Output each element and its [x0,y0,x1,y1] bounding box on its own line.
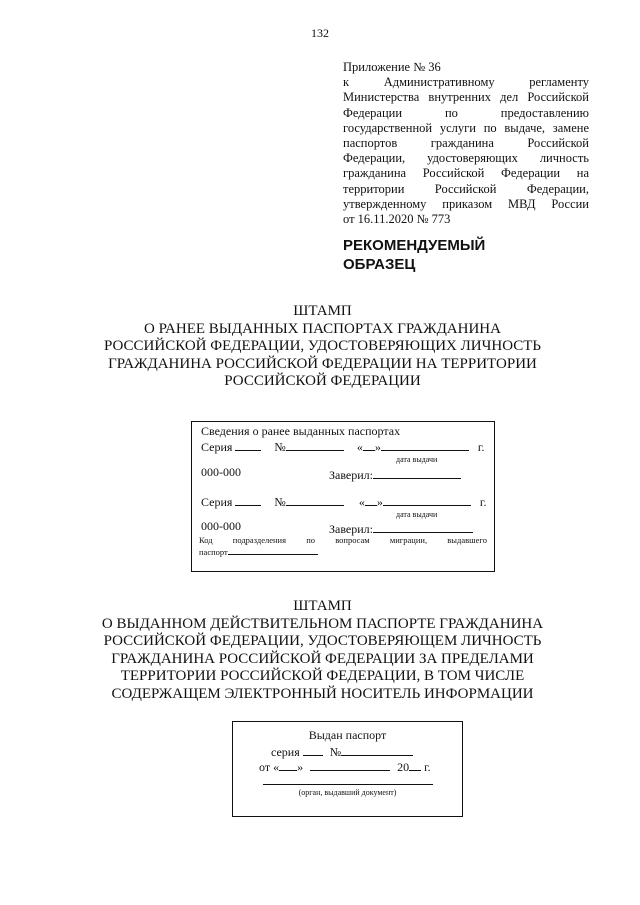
appendix-line: Приложение № 36 [343,60,441,74]
passport-entry-2 [201,494,486,509]
appendix-line: Федерации по предоставлению [343,105,589,120]
series-blank [235,494,261,506]
number-label: № [274,440,286,454]
heading-line: ТЕРРИТОРИИ РОССИЙСКОЙ ФЕДЕРАЦИИ, В ТОМ ЧИСЛЕ [120,668,525,684]
certified-label: Заверил: [329,468,374,482]
certified-field [329,521,473,536]
issue-date-row [259,759,431,774]
year-blank [409,759,421,771]
quote-close: » [376,495,383,509]
quote-close: » [297,760,304,774]
footer-last-line [199,546,318,557]
passport-entry-1 [201,439,484,454]
appendix-line: Министерства внутренних дел Российской [343,90,589,105]
series-label: серия [271,745,300,759]
stamp-previous-passports-heading [60,303,585,391]
recommended-sample-mark [343,236,485,274]
day-blank [363,439,375,451]
quote-open: « [358,495,365,509]
appendix-line: от 16.11.2020 № 773 [343,212,451,227]
heading-line: РОССИЙСКОЙ ФЕДЕРАЦИИ [224,373,421,389]
signature-blank [373,521,473,533]
footer-word: вопросам [335,535,370,545]
page-number: 132 [311,26,329,40]
stamp-title: Выдан паспорт [308,728,387,742]
day-blank [365,494,377,506]
series-label: Серия [201,440,233,454]
appendix-line: территории Российской Федерации, [343,181,589,196]
heading-line: СОДЕРЖАЩЕМ ЭЛЕКТРОННЫЙ НОСИТЕЛЬ ИНФОРМАЦИИ [111,685,534,702]
sample-mark-line: ОБРАЗЕЦ [343,256,416,273]
footer-word: миграции, [389,535,428,545]
certified-field [329,467,461,482]
heading-line: О РАНЕЕ ВЫДАННЫХ ПАСПОРТАХ ГРАЖДАНИНА [144,320,501,337]
appendix-line: паспортов гражданина Российской [343,136,589,151]
stamp-title: Сведения о ранее выданных паспортах [201,424,401,438]
migration-division-footer [199,535,487,545]
from-label: от « [259,760,280,774]
previous-passports-stamp [191,421,495,572]
number-blank [286,494,344,506]
series-number-row [271,744,413,759]
issue-date-caption: дата выдачи [396,455,438,464]
year-suffix: г. [477,440,485,454]
footer-word: подразделения [232,535,286,545]
appendix-reference [343,60,589,227]
number-blank [341,744,413,756]
issued-passport-stamp [232,721,463,817]
issue-date-caption: дата выдачи [396,510,438,519]
number-blank [286,439,344,451]
year-suffix: г. [424,760,431,774]
division-code-value: 000-000 [201,465,241,479]
heading-line: ШТАМП [293,303,352,319]
appendix-line: государственной услуги по выдаче, замене [343,120,589,135]
series-blank [235,439,261,451]
certified-label: Заверил: [329,522,374,536]
number-label: № [274,495,286,509]
authority-caption: (орган, выдавший документ) [298,788,397,797]
heading-line: РОССИЙСКОЙ ФЕДЕРАЦИИ, УДОСТОВЕРЯЮЩЕМ ЛИЧНОСТЬ [103,633,542,649]
footer-word: паспорт [199,547,228,557]
footer-word: по [306,535,315,545]
footer-word: Код [199,535,213,545]
issue-date-blank [381,439,469,451]
day-blank [279,759,297,771]
series-label: Серия [201,495,233,509]
quote-close: » [374,440,381,454]
signature-blank [373,467,461,479]
appendix-line: утвержденному приказом МВД России [343,196,589,211]
quote-open: « [356,440,363,454]
appendix-line: Федерации, удостоверяющих личность [343,151,589,166]
division-code-value: 000-000 [201,519,241,533]
number-label: № [329,745,342,759]
authority-line [263,784,433,785]
stamp-issued-passport-heading [60,598,585,703]
sample-mark-line: РЕКОМЕНДУЕМЫЙ [343,237,486,254]
month-blank [310,759,390,771]
heading-line: О ВЫДАННОМ ДЕЙСТВИТЕЛЬНОМ ПАСПОРТЕ ГРАЖДАНИНА [101,615,544,632]
series-blank [303,744,323,756]
heading-line: РОССИЙСКОЙ ФЕДЕРАЦИИ, УДОСТОВЕРЯЮЩИХ ЛИЧНОСТЬ [104,338,541,354]
year-prefix: 20 [397,760,410,774]
heading-line: ГРАЖДАНИНА РОССИЙСКОЙ ФЕДЕРАЦИИ ЗА ПРЕДЕЛАМИ [111,650,534,667]
footer-blank [228,546,318,555]
heading-line: ГРАЖДАНИНА РОССИЙСКОЙ ФЕДЕРАЦИИ НА ТЕРРИТОРИИ [108,355,537,372]
heading-line: ШТАМП [293,598,352,614]
appendix-line: к Административному регламенту [343,75,589,90]
footer-word: выдавшего [447,535,487,545]
year-suffix: г. [479,495,487,509]
issue-date-blank [383,494,471,506]
appendix-line: гражданина Российской Федерации на [343,166,589,181]
